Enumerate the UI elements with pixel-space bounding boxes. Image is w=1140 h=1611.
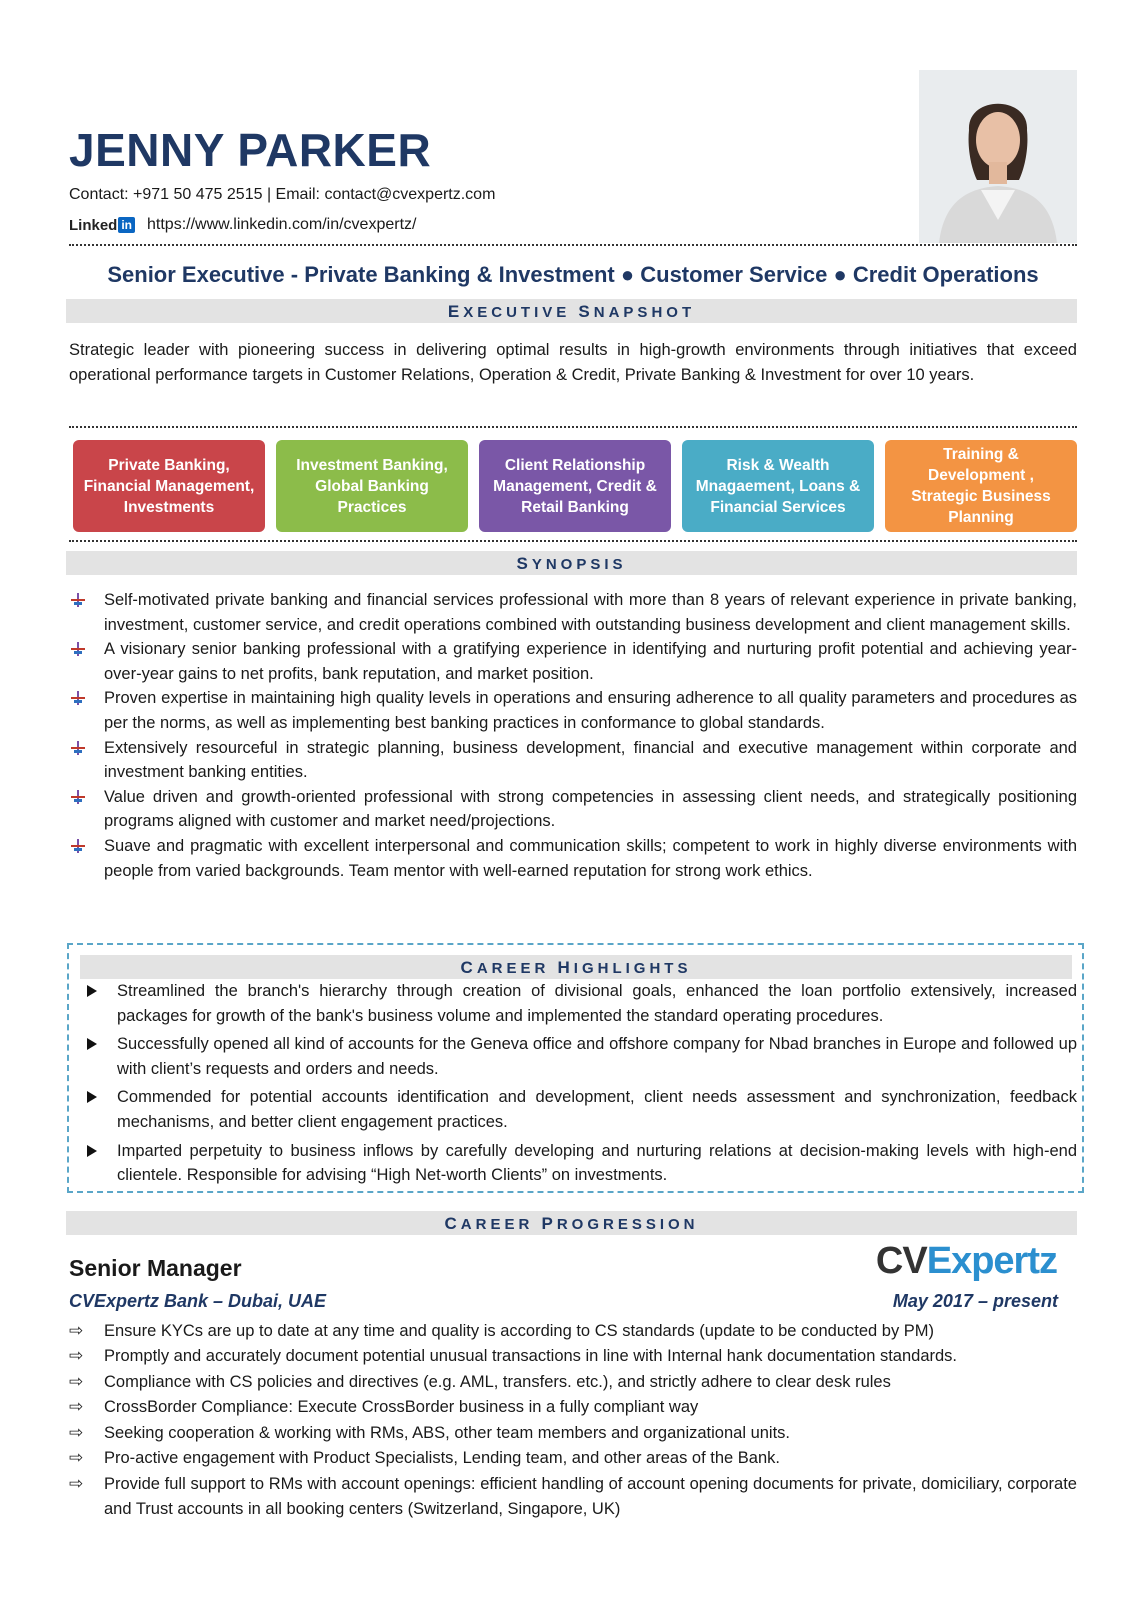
highlight-text: Streamlined the branch's hierarchy through creation of divisional goals, enhanced the loan portfolio extensively, increased packages for growth of the bank's business volume and implemented the standard operating procedures. bbox=[117, 982, 1077, 1025]
job-duties-list bbox=[69, 1319, 1077, 1522]
skill-tile: Private Banking, Financial Management, Investments bbox=[73, 440, 265, 532]
list-item bbox=[69, 1472, 1077, 1521]
section-title-part: AREER bbox=[476, 960, 558, 977]
section-career-progression bbox=[66, 1211, 1077, 1235]
section-title-part: C bbox=[460, 958, 477, 977]
job-date: May 2017 – present bbox=[892, 1291, 1058, 1311]
bullet-icon bbox=[71, 642, 85, 656]
section-title-part: AREER bbox=[460, 1216, 542, 1233]
synopsis-text: Proven expertise in maintaining high quality levels in operations and ensuring adherence to all quality parameters and procedures as per the norms, as well as implementing best banking practices in conformance to global standards. bbox=[104, 689, 1077, 732]
job-company: CVExpertz Bank – Dubai, UAE bbox=[69, 1291, 327, 1311]
contact-line: Contact: +971 50 475 2515 | Email: contact@cvexpertz.com bbox=[69, 186, 496, 203]
triangle-bullet-icon bbox=[87, 1038, 97, 1050]
skill-tile: Investment Banking, Global Banking Practices bbox=[276, 440, 468, 532]
arrow-bullet-icon: ⇨ bbox=[69, 1422, 84, 1442]
list-item bbox=[69, 1446, 1077, 1471]
list-item bbox=[69, 736, 1077, 785]
triangle-bullet-icon bbox=[87, 985, 97, 997]
list-item bbox=[69, 1421, 1077, 1446]
skill-tile: Client Relationship Management, Credit & Retail Banking bbox=[479, 440, 671, 532]
duty-text: CrossBorder Compliance: Execute CrossBorder business in a fully compliant way bbox=[104, 1398, 699, 1417]
section-title-part: C bbox=[444, 1214, 461, 1233]
skill-tile: Training & Development , Strategic Business Planning bbox=[885, 440, 1077, 532]
profile-photo bbox=[919, 70, 1077, 243]
bullet-icon bbox=[71, 839, 85, 853]
synopsis-text: A visionary senior banking professional with a gratifying experience in identifying and nurturing profit potential and achieving year-over-year gains to net profits, bank reputation, and market position. bbox=[104, 640, 1077, 683]
list-item bbox=[84, 1085, 1077, 1134]
arrow-bullet-icon: ⇨ bbox=[69, 1448, 84, 1468]
tiles-divider-top bbox=[69, 426, 1077, 428]
bullet-icon bbox=[71, 593, 85, 607]
linkedin-logo-text: Linked bbox=[69, 216, 118, 234]
bullet-icon bbox=[71, 790, 85, 804]
section-title-part: H bbox=[557, 958, 574, 977]
section-synopsis bbox=[66, 551, 1077, 575]
highlight-text: Successfully opened all kind of accounts for the Geneva office and offshore company for Nbad branches in Europe and followed up with client’s requests and orders and needs. bbox=[117, 1035, 1077, 1078]
section-title-part: IGHLIGHTS bbox=[573, 960, 692, 977]
synopsis-list bbox=[69, 588, 1077, 883]
section-title-part: YNOPSIS bbox=[531, 556, 627, 573]
triangle-bullet-icon bbox=[87, 1145, 97, 1157]
list-item bbox=[69, 1319, 1077, 1344]
arrow-bullet-icon: ⇨ bbox=[69, 1473, 84, 1493]
list-item bbox=[69, 588, 1077, 637]
synopsis-text: Extensively resourceful in strategic planning, business development, financial and executive management within corporate and investment banking entities. bbox=[104, 738, 1077, 782]
skill-tiles bbox=[73, 440, 1077, 532]
linkedin-url[interactable]: https://www.linkedin.com/in/cvexpertz/ bbox=[147, 216, 417, 233]
profile-photo-illustration bbox=[919, 70, 1077, 243]
highlight-text: Commended for potential accounts identification and development, client needs assessment and synchronization, feedback mechanisms, and better client engagement practices. bbox=[117, 1088, 1077, 1131]
logo-cv: CV bbox=[875, 1240, 927, 1282]
list-item bbox=[69, 785, 1077, 834]
section-title-part: E bbox=[447, 302, 464, 321]
section-career-highlights bbox=[80, 955, 1072, 979]
bullet-icon bbox=[71, 741, 85, 755]
section-title-part: S bbox=[516, 554, 532, 573]
arrow-bullet-icon: ⇨ bbox=[69, 1371, 84, 1391]
candidate-name: JENNY PARKER bbox=[69, 124, 432, 176]
list-item bbox=[84, 1139, 1077, 1188]
headline: Senior Executive - Private Banking & Investment ● Customer Service ● Credit Operations bbox=[107, 262, 1039, 287]
bullet-icon bbox=[71, 691, 85, 705]
cvexpertz-logo bbox=[876, 1240, 1057, 1283]
skill-tile: Risk & Wealth Mnagaement, Loans & Financial Services bbox=[682, 440, 874, 532]
section-title-part: ROGRESSION bbox=[556, 1216, 699, 1233]
duty-text: Provide full support to RMs with account openings: efficient handling of account opening documents for private, domiciliary, corporate and Trust accounts in all booking centers (Switzerland, Singapore, UK) bbox=[104, 1474, 1077, 1518]
list-item bbox=[69, 1395, 1077, 1420]
synopsis-text: Self-motivated private banking and financial services professional with more than 8 years of relevant experience in private banking, investment, customer service, and credit operations combined with outstanding business development and client management skills. bbox=[104, 591, 1077, 634]
section-title-part: S bbox=[578, 302, 594, 321]
snapshot-text: Strategic leader with pioneering success in delivering optimal results in high-growth environments through initiatives that exceed operational performance targets in Customer Relations, Operation & Credit, Private Banking & Investment for over 10 years. bbox=[69, 341, 1077, 384]
list-item bbox=[69, 686, 1077, 735]
list-item bbox=[84, 1032, 1077, 1081]
highlight-text: Imparted perpetuity to business inflows by carefully developing and nurturing relations at decision-making levels with high-end clientele. Responsible for advising “High Net-worth Clients” on investments. bbox=[117, 1141, 1077, 1185]
arrow-bullet-icon: ⇨ bbox=[69, 1346, 84, 1366]
linkedin-logo-in: in bbox=[118, 217, 135, 233]
section-title-part: P bbox=[541, 1214, 557, 1233]
duty-text: Pro-active engagement with Product Specialists, Lending team, and other areas of the Bank. bbox=[104, 1449, 780, 1468]
arrow-bullet-icon: ⇨ bbox=[69, 1397, 84, 1417]
list-item bbox=[69, 637, 1077, 686]
list-item bbox=[69, 834, 1077, 883]
linkedin-icon bbox=[69, 217, 135, 234]
section-title-part: XECUTIVE bbox=[463, 304, 579, 321]
job-title: Senior Manager bbox=[69, 1255, 242, 1281]
arrow-bullet-icon: ⇨ bbox=[69, 1321, 84, 1340]
section-executive-snapshot bbox=[66, 299, 1077, 323]
synopsis-text: Value driven and growth-oriented professional with strong competencies in assessing client needs, and strategically positioning programs aligned with customer and market need/projections. bbox=[104, 787, 1077, 831]
header-divider bbox=[69, 244, 1077, 246]
duty-text: Seeking cooperation & working with RMs, ABS, other team members and organizational units. bbox=[104, 1423, 791, 1442]
duty-text: Promptly and accurately document potential unusual transactions in line with Internal hank documentation standards. bbox=[104, 1347, 957, 1366]
career-highlights-list bbox=[84, 979, 1077, 1192]
duty-text: Compliance with CS policies and directives (e.g. AML, transfers. etc.), and strictly adhere to clear desk rules bbox=[104, 1372, 891, 1391]
list-item bbox=[69, 1370, 1077, 1395]
logo-expertz: Expertz bbox=[926, 1240, 1057, 1282]
synopsis-text: Suave and pragmatic with excellent interpersonal and communication skills; competent to work in highly diverse environments with people from varied backgrounds. Team mentor with well-earned reputation for strong work ethics. bbox=[104, 836, 1077, 880]
triangle-bullet-icon bbox=[87, 1091, 97, 1103]
duty-text: Ensure KYCs are up to date at any time and quality is according to CS standards (update to be conducted by PM) bbox=[104, 1322, 935, 1340]
section-title-part: NAPSHOT bbox=[593, 304, 696, 321]
list-item bbox=[84, 979, 1077, 1028]
list-item bbox=[69, 1344, 1077, 1369]
tiles-divider-bottom bbox=[69, 540, 1077, 542]
linkedin-row bbox=[69, 216, 416, 234]
